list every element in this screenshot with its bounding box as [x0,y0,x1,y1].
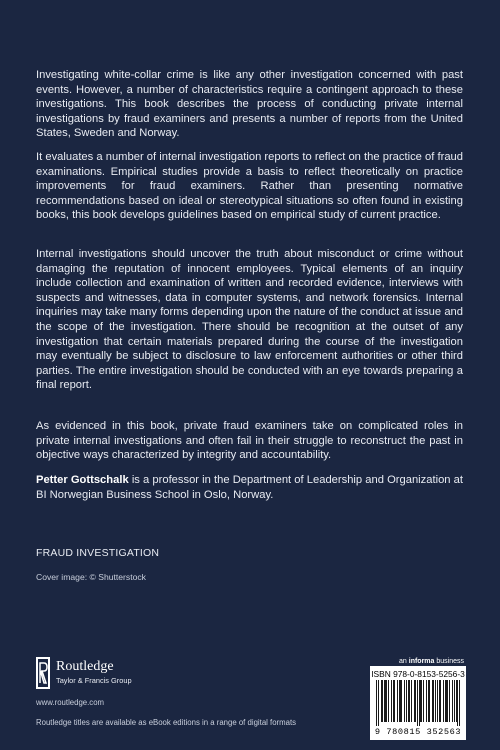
cover-credit: Cover image: © Shutterstock [36,572,146,582]
author-bio [36,473,463,502]
informa-brand: informa [408,658,435,665]
informa-tagline [374,658,464,665]
blurb-paragraph-4: As evidenced in this book, private fraud examiners take on complicated roles in private internal investigations and often fail in their struggle to reconstruct the past in objective ways characterized by integrity and accountability. [36,420,463,462]
publisher-url: www.routledge.com [36,698,105,707]
blurb-paragraph-2: It evaluates a number of internal investigation reports to reflect on the practice of fraud examinations. Empirical studies provide a basis to reflect theoretically on practice improvements for fraud examiners. Rather than presenting normative recommendations based on ideal or stereotypical situations so often found in existing books, this book develops guidelines based on empirical study of current practice. [36,151,463,222]
blurb-paragraph-3: Internal investigations should uncover the truth about misconduct or crime without damaging the reputation of innocent employees. Typical elements of an inquiry include collection and examination of written and recorded evidence, interviews with suspects and witnesses, data in computer systems, and network forensics. Internal inquiries may take many forms depending upon the nature of the conduct at issue and the scope of the investigation. There should be recognition at the outset of any investigation that certain materials prepared during the course of the investigation may eventually be subject to disclosure to law enforcement authorities or other third parties. The entire investigation should be conducted with an eye towards preparing a final report. [36,248,463,392]
isbn-text: ISBN 978-0-8153-5256-3 [371,669,465,679]
publisher-name: Routledge [56,659,114,674]
ebook-note: Routledge titles are available as eBook editions in a range of digital formats [36,718,297,727]
author-name: Petter Gottschalk [36,474,129,486]
publisher-group: Taylor & Francis Group [56,676,132,685]
informa-suffix: business [434,658,464,665]
barcode-bars-icon [376,680,460,726]
informa-prefix: an [399,658,409,665]
series-label: FRAUD INVESTIGATION [36,547,160,559]
blurb-paragraph-1: Investigating white-collar crime is like any other investigation concerned with past events. However, a number of characteristics require a contingent approach to these investigations. This book describes the process of conducting private internal investigations by fraud examiners and presents a number of reports from the United States, Sweden and Norway. [36,69,463,140]
author-bio-text: is a professor in the Department of Leadership and Organization at BI Norwegian Business School in Oslo, Norway. [36,474,463,501]
publisher-logo [36,657,166,697]
barcode-digits: 9 780815 352563 [374,727,462,737]
routledge-logo-icon [36,657,50,689]
isbn-barcode [370,666,466,740]
